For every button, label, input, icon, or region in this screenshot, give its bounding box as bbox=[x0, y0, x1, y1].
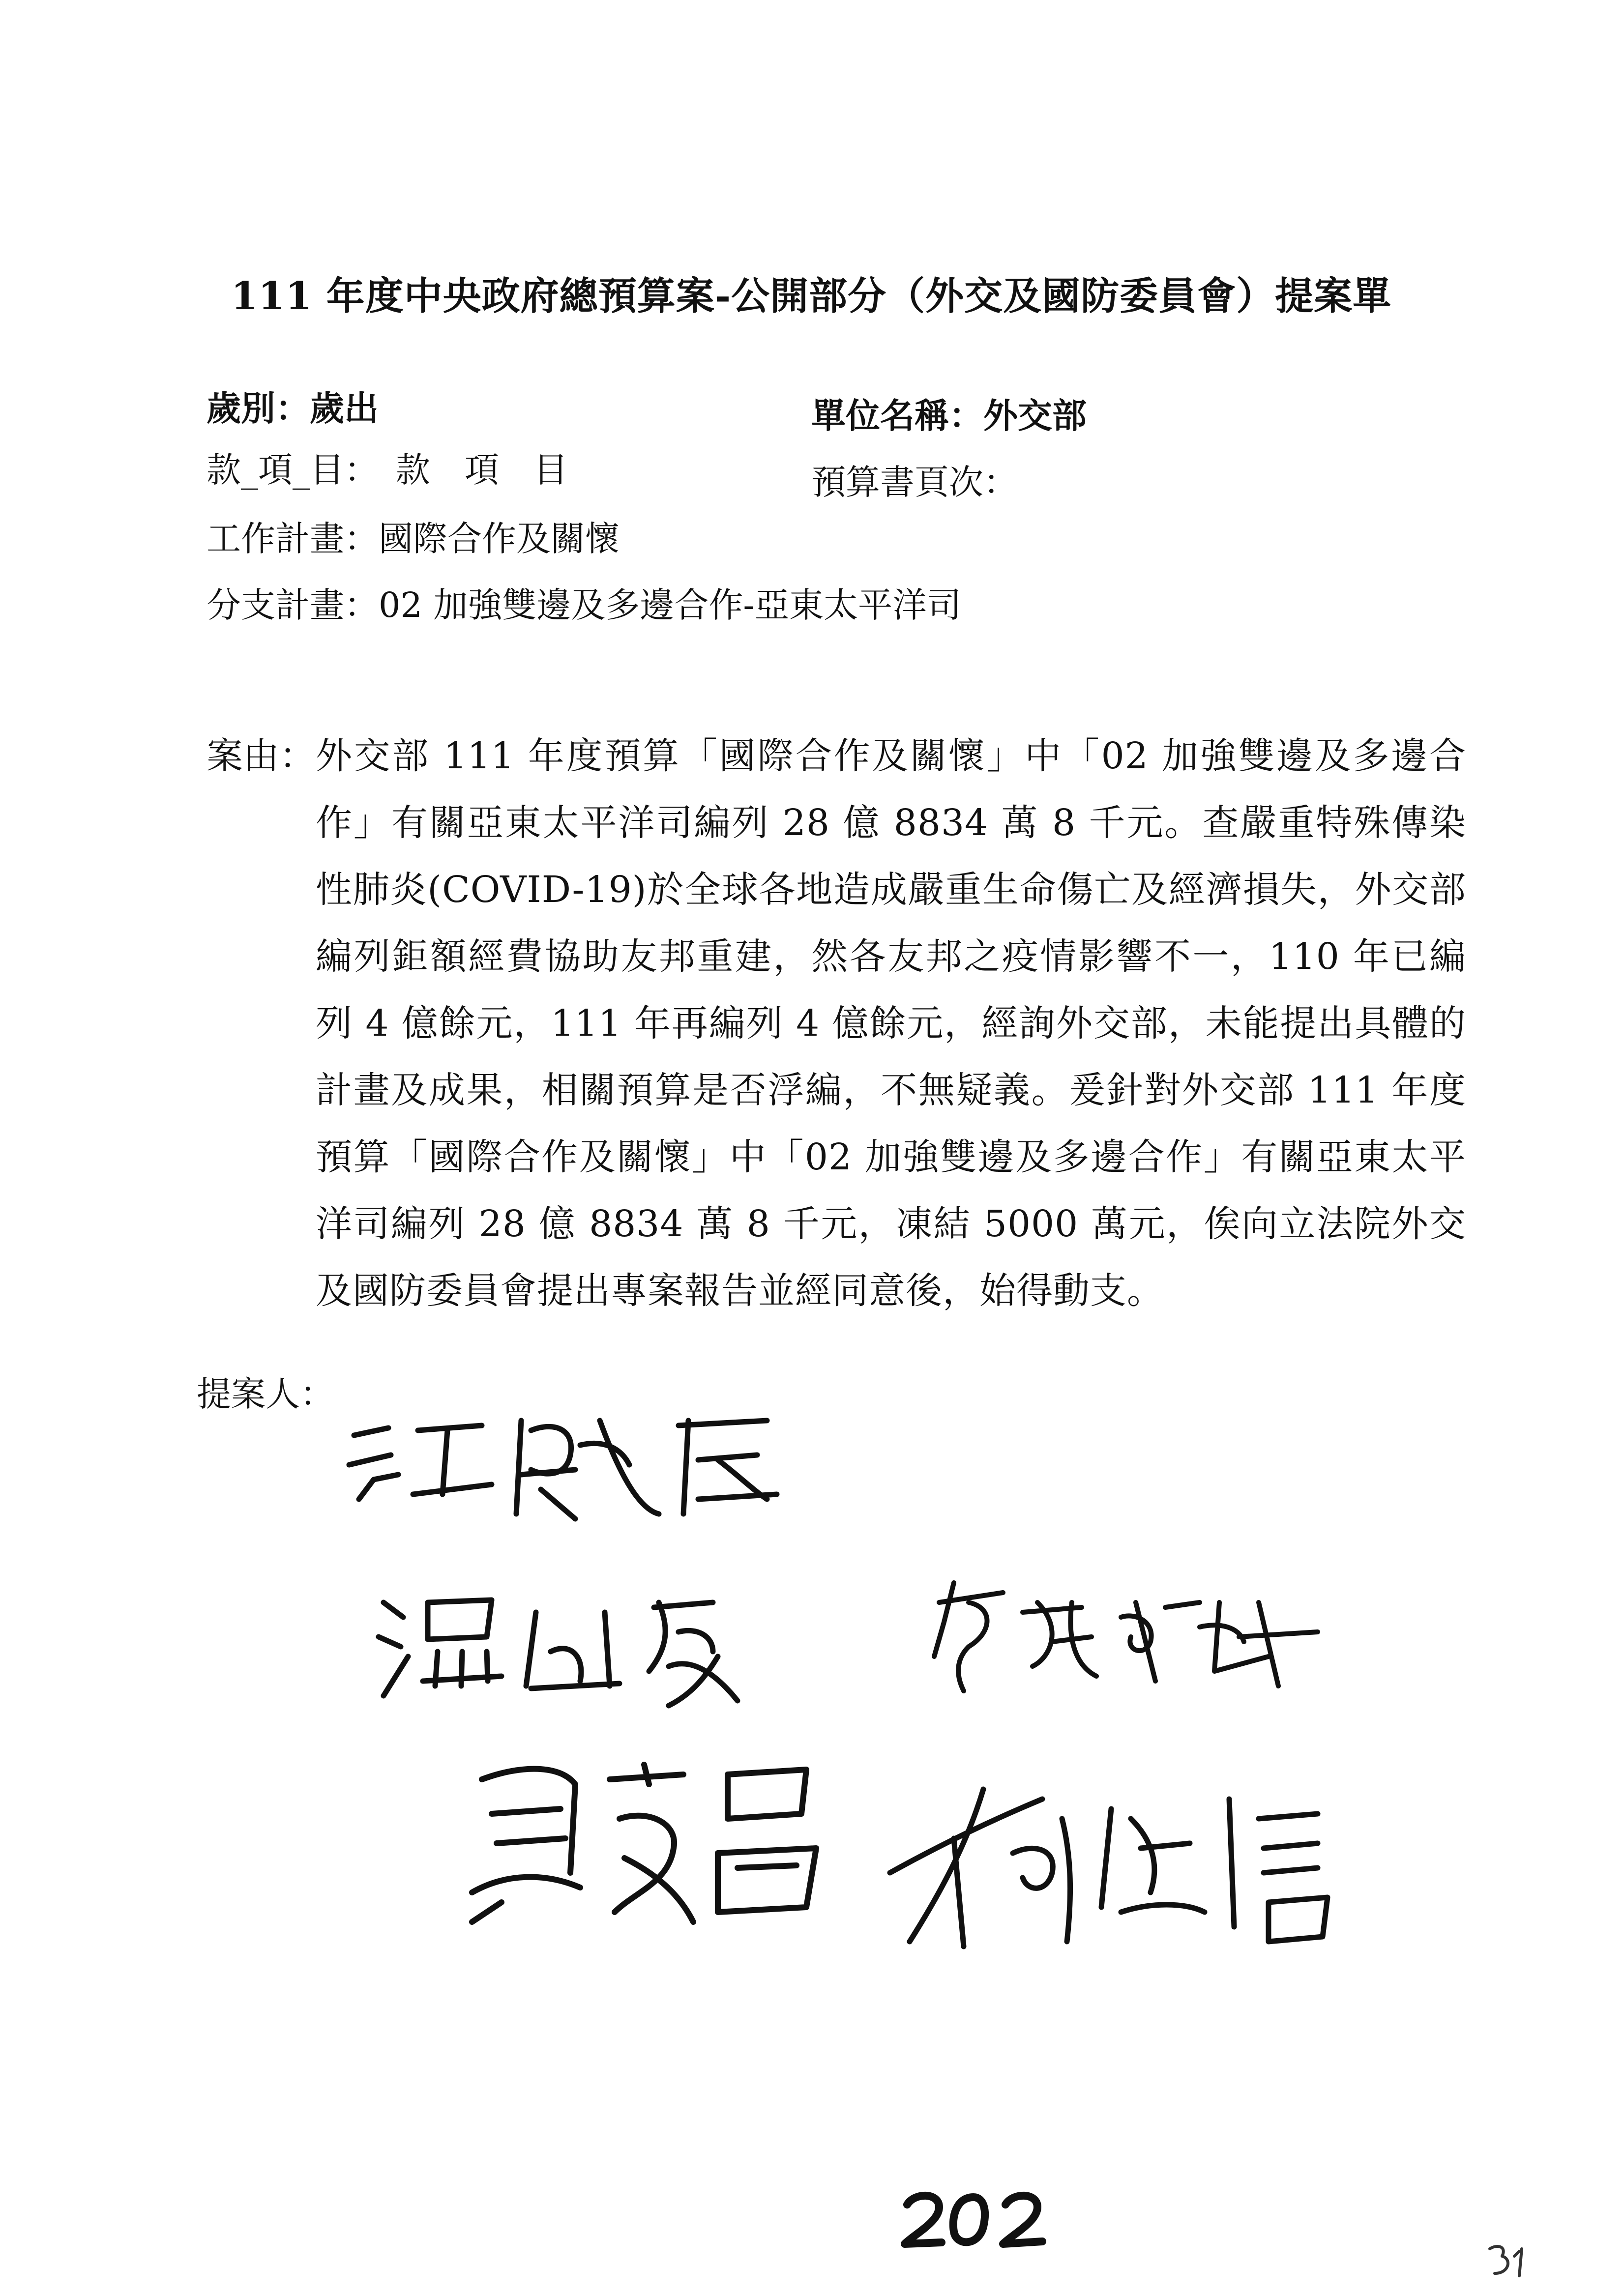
signature-1 bbox=[344, 1401, 787, 1529]
page-number bbox=[900, 2187, 1057, 2251]
item-field: 款_項_目： 款 項 目 bbox=[207, 450, 568, 490]
work-plan-field: 工作計畫：國際合作及關懷 bbox=[207, 519, 620, 559]
category-field: 歲別：歲出 bbox=[207, 388, 379, 429]
budget-page-field: 預算書頁次： bbox=[811, 462, 1018, 502]
signature-2 bbox=[374, 1583, 826, 1711]
corner-number bbox=[1485, 2241, 1539, 2281]
branch-plan-field: 分支計畫：02 加強雙邊及多邊合作-亞東太平洋司 bbox=[207, 585, 961, 625]
proposer-label: 提案人： bbox=[197, 1374, 334, 1414]
signature-3 bbox=[924, 1573, 1328, 1701]
reason-text: 外交部 111 年度預算「國際合作及關懷」中「02 加強雙邊及多邊合作」有關亞東太平洋司編列 28 億 8834 萬 8 千元。查嚴重特殊傳染性肺炎(COVID-19)於全球各地造成嚴重生命傷亡及經濟損失，外交部編列鉅額經費協助友邦重建，然各友邦之疫情影響不一，110 年已編列 4 億餘元，111 年再編列 4 億餘元，經詢外交部，未能提出具體的計畫及成果，相關預算是否浮編，不無疑義。爰針對外交部 111 年度預算「國際合作及關懷」中「02 加強雙邊及多邊合作」有關亞東太平洋司編列 28 億 8834 萬 8 千元，凍結 5000 萬元，俟向立法院外交及國防委員會提出專案報告並經同意後，始得動支。 bbox=[316, 735, 1466, 1312]
signature-4 bbox=[462, 1745, 836, 1951]
signature-5 bbox=[885, 1779, 1357, 1966]
reason-label: 案由： bbox=[207, 735, 316, 777]
unit-name-field: 單位名稱：外交部 bbox=[811, 395, 1087, 436]
document-title: 111 年度中央政府總預算案-公開部分（外交及國防委員會）提案單 bbox=[231, 274, 1392, 319]
